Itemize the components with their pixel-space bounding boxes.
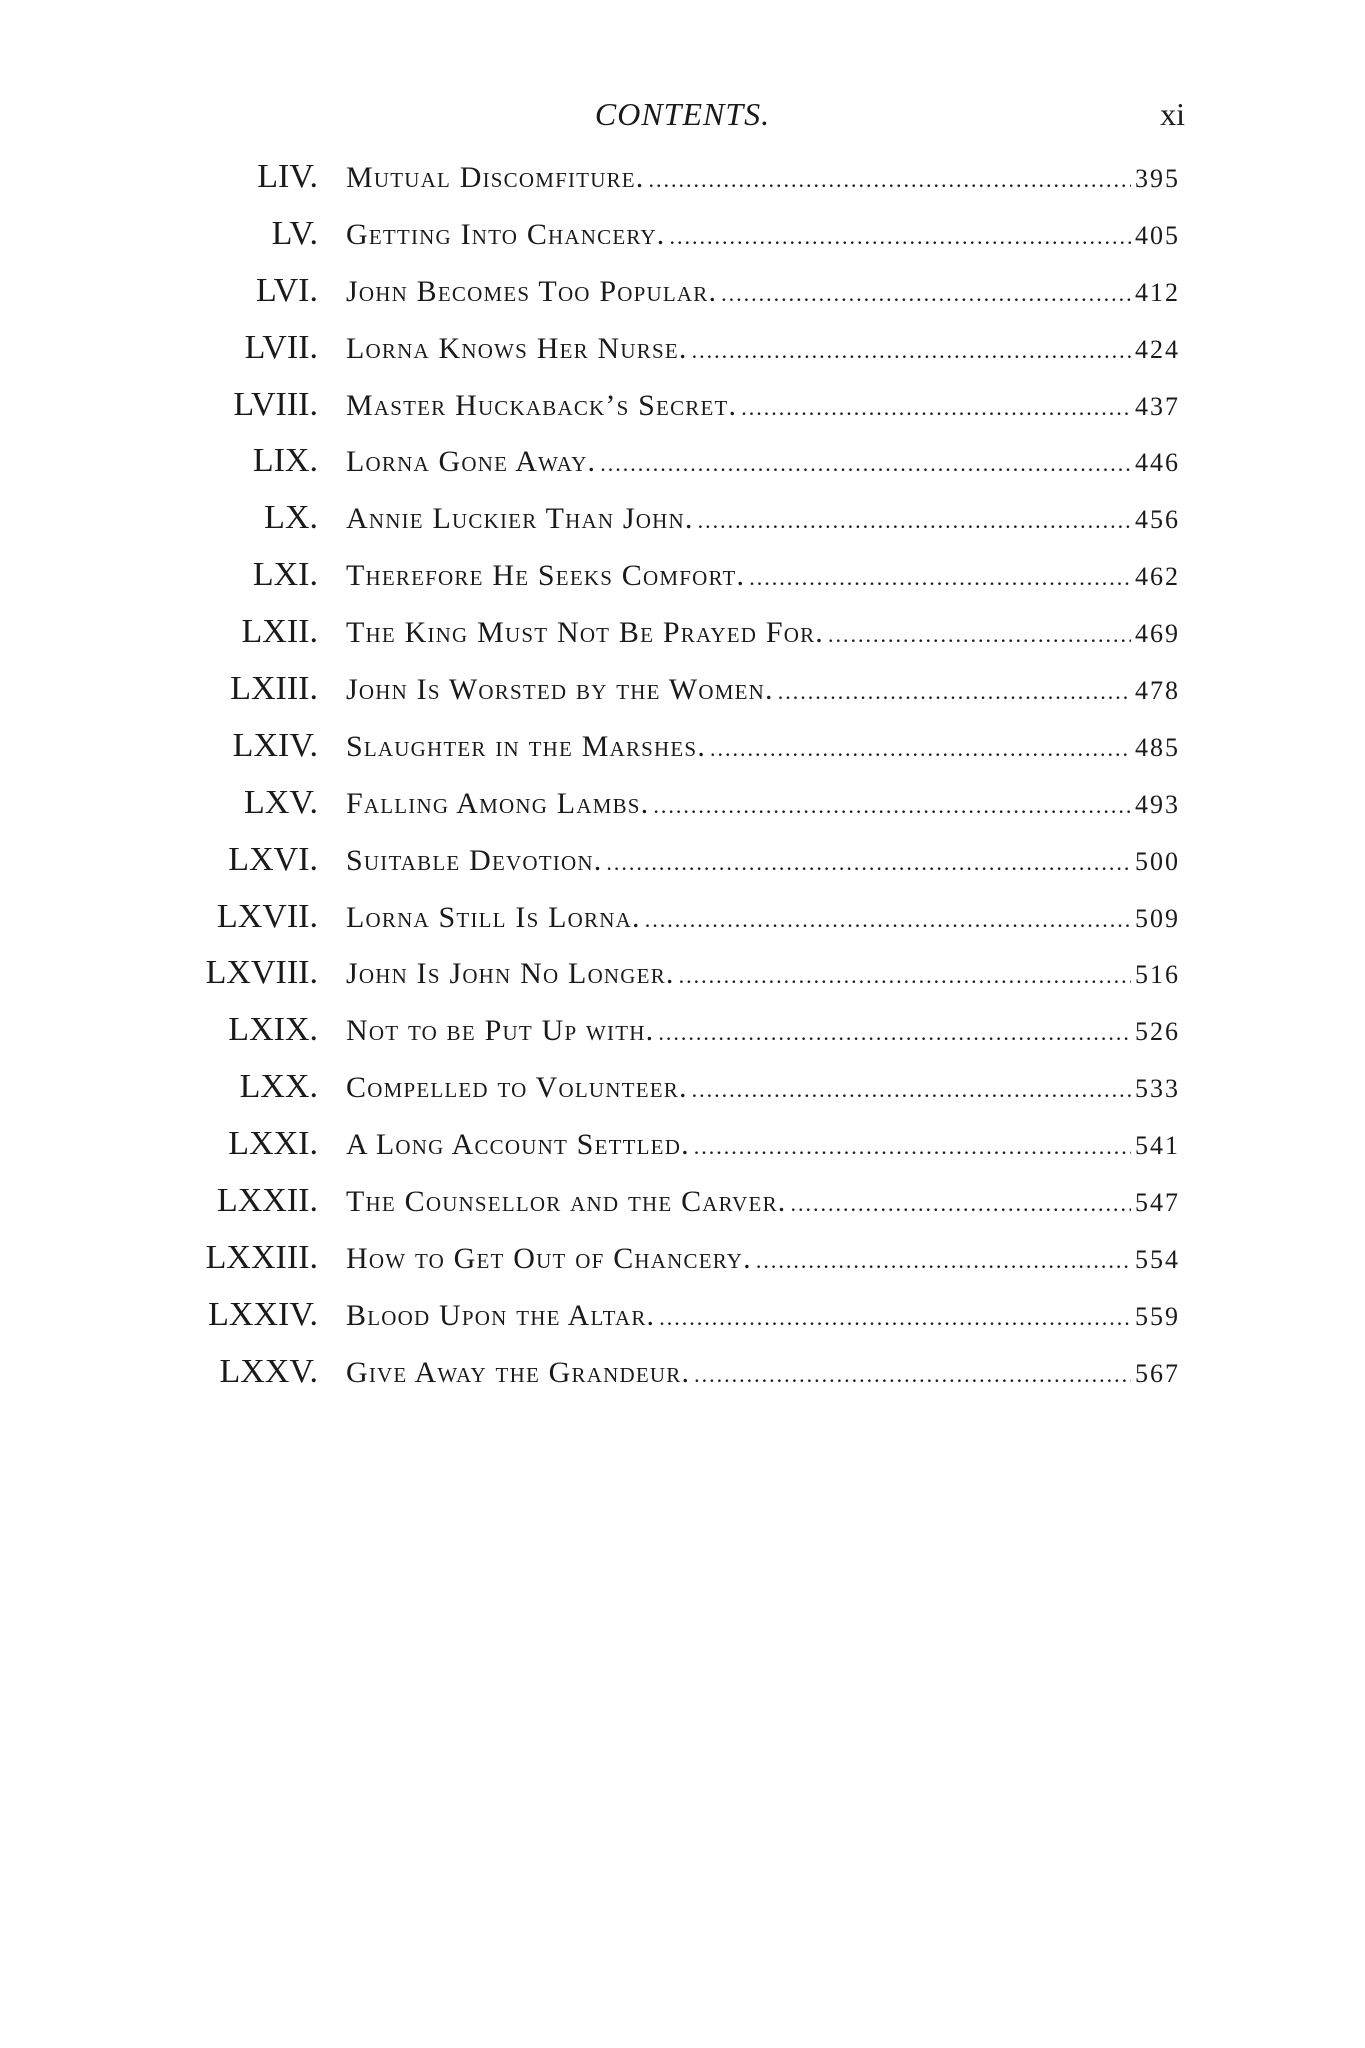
chapter-title: A Long Account Settled. bbox=[346, 1128, 690, 1162]
chapter-number: LXIX. bbox=[228, 1011, 318, 1049]
dot-leader bbox=[741, 395, 1131, 421]
dot-leader bbox=[670, 224, 1132, 250]
chapter-title: Therefore He Seeks Comfort. bbox=[346, 559, 746, 593]
chapter-number: LVI. bbox=[255, 271, 318, 309]
chapter-number: LXXV. bbox=[219, 1352, 318, 1390]
dot-leader bbox=[658, 1020, 1131, 1046]
chapter-page: 500 bbox=[1135, 846, 1180, 876]
toc-entry bbox=[170, 1125, 1180, 1182]
chapter-number: LXXII. bbox=[216, 1182, 318, 1220]
chapter-page: 462 bbox=[1135, 562, 1180, 592]
chapter-title: Getting Into Chancery. bbox=[346, 217, 666, 251]
dot-leader bbox=[828, 622, 1131, 648]
toc-entry bbox=[170, 1353, 1180, 1410]
chapter-title: Blood Upon the Altar. bbox=[346, 1298, 656, 1332]
dot-leader bbox=[756, 1248, 1131, 1274]
toc-entry bbox=[170, 1011, 1180, 1068]
toc-entry bbox=[170, 386, 1180, 443]
table-of-contents bbox=[170, 158, 1180, 1410]
toc-entry bbox=[170, 841, 1180, 898]
running-head bbox=[0, 92, 1365, 136]
chapter-number: LXIII. bbox=[230, 670, 318, 708]
chapter-number: LXII. bbox=[241, 613, 318, 651]
chapter-number: LXVIII. bbox=[205, 954, 318, 992]
chapter-title: The King Must Not Be Prayed For. bbox=[346, 616, 824, 650]
dot-leader bbox=[600, 451, 1131, 477]
chapter-title: The Counsellor and the Carver. bbox=[346, 1185, 787, 1219]
chapter-page: 559 bbox=[1135, 1301, 1180, 1331]
running-title: CONTENTS. bbox=[594, 96, 771, 132]
toc-entry bbox=[170, 727, 1180, 784]
dot-leader bbox=[721, 281, 1131, 307]
chapter-number: LXIV. bbox=[232, 726, 318, 764]
chapter-title: Lorna Gone Away. bbox=[346, 445, 597, 479]
chapter-title: Falling Among Lambs. bbox=[346, 786, 650, 820]
toc-entry bbox=[170, 1182, 1180, 1239]
chapter-page: 478 bbox=[1135, 676, 1180, 706]
chapter-page: 541 bbox=[1135, 1131, 1180, 1161]
chapter-number: LXXIII. bbox=[205, 1238, 318, 1276]
toc-entry bbox=[170, 670, 1180, 727]
chapter-title: Give Away the Grandeur. bbox=[346, 1355, 691, 1389]
chapter-title: Annie Luckier Than John. bbox=[346, 502, 694, 536]
chapter-title: Not to be Put Up with. bbox=[346, 1014, 655, 1048]
dot-leader bbox=[679, 963, 1131, 989]
toc-entry bbox=[170, 613, 1180, 670]
chapter-page: 424 bbox=[1135, 334, 1180, 364]
chapter-number: LIX. bbox=[252, 442, 318, 480]
chapter-page: 485 bbox=[1135, 732, 1180, 762]
toc-entry bbox=[170, 784, 1180, 841]
chapter-number: LXV. bbox=[244, 783, 318, 821]
chapter-title: How to Get Out of Chancery. bbox=[346, 1241, 752, 1275]
chapter-title: Master Huckaback’s Secret. bbox=[346, 388, 738, 422]
chapter-page: 493 bbox=[1135, 789, 1180, 819]
chapter-title: Mutual Discomfiture. bbox=[346, 161, 645, 194]
chapter-title: Compelled to Volunteer. bbox=[346, 1071, 688, 1105]
dot-leader bbox=[606, 850, 1131, 876]
page-number: xi bbox=[1160, 96, 1185, 132]
chapter-page: 446 bbox=[1135, 448, 1180, 478]
chapter-title: John Is Worsted by the Women. bbox=[346, 673, 774, 707]
chapter-title: John Is John No Longer. bbox=[346, 957, 675, 991]
chapter-number: LXVII. bbox=[216, 897, 318, 935]
chapter-page: 516 bbox=[1135, 960, 1180, 990]
chapter-title: Suitable Devotion. bbox=[346, 843, 603, 877]
dot-leader bbox=[653, 793, 1131, 819]
chapter-page: 395 bbox=[1135, 164, 1180, 193]
chapter-page: 567 bbox=[1135, 1358, 1180, 1388]
toc-entry bbox=[170, 898, 1180, 955]
chapter-page: 526 bbox=[1135, 1017, 1180, 1047]
dot-leader bbox=[694, 1134, 1131, 1160]
dot-leader bbox=[778, 679, 1131, 705]
chapter-number: LIV. bbox=[257, 158, 318, 195]
dot-leader bbox=[749, 565, 1131, 591]
chapter-number: LXI. bbox=[252, 556, 318, 594]
toc-entry bbox=[170, 442, 1180, 499]
chapter-page: 437 bbox=[1135, 391, 1180, 421]
toc-entry bbox=[170, 1068, 1180, 1125]
dot-leader bbox=[790, 1191, 1131, 1217]
dot-leader bbox=[645, 907, 1131, 933]
dot-leader bbox=[692, 338, 1131, 364]
chapter-number: LV. bbox=[271, 214, 318, 252]
dot-leader bbox=[692, 1077, 1131, 1103]
chapter-title: Slaughter in the Marshes. bbox=[346, 729, 707, 763]
toc-entry bbox=[170, 954, 1180, 1011]
chapter-number: LX. bbox=[264, 499, 318, 537]
chapter-title: Lorna Still Is Lorna. bbox=[346, 900, 641, 934]
chapter-page: 405 bbox=[1135, 220, 1180, 250]
chapter-number: LXXI. bbox=[228, 1125, 318, 1163]
toc-entry bbox=[170, 158, 1180, 215]
dot-leader bbox=[710, 736, 1131, 762]
chapter-number: LXVI. bbox=[228, 840, 318, 878]
chapter-page: 412 bbox=[1135, 277, 1180, 307]
chapter-title: John Becomes Too Popular. bbox=[346, 274, 718, 308]
chapter-number: LXX. bbox=[239, 1068, 318, 1106]
toc-entry bbox=[170, 329, 1180, 386]
chapter-page: 554 bbox=[1135, 1244, 1180, 1274]
toc-entry bbox=[170, 499, 1180, 556]
chapter-number: LVIII. bbox=[233, 385, 318, 423]
chapter-number: LVII. bbox=[244, 328, 318, 366]
dot-leader bbox=[694, 1362, 1131, 1388]
toc-entry bbox=[170, 556, 1180, 613]
toc-entry bbox=[170, 1239, 1180, 1296]
dot-leader bbox=[649, 167, 1131, 193]
dot-leader bbox=[698, 508, 1131, 534]
chapter-page: 547 bbox=[1135, 1188, 1180, 1218]
chapter-page: 469 bbox=[1135, 619, 1180, 649]
chapter-page: 533 bbox=[1135, 1074, 1180, 1104]
chapter-page: 456 bbox=[1135, 505, 1180, 535]
toc-entry bbox=[170, 215, 1180, 272]
toc-entry bbox=[170, 1296, 1180, 1353]
chapter-title: Lorna Knows Her Nurse. bbox=[346, 331, 688, 365]
chapter-number: LXXIV. bbox=[208, 1295, 318, 1333]
dot-leader bbox=[659, 1305, 1131, 1331]
toc-entry bbox=[170, 272, 1180, 329]
chapter-page: 509 bbox=[1135, 903, 1180, 933]
